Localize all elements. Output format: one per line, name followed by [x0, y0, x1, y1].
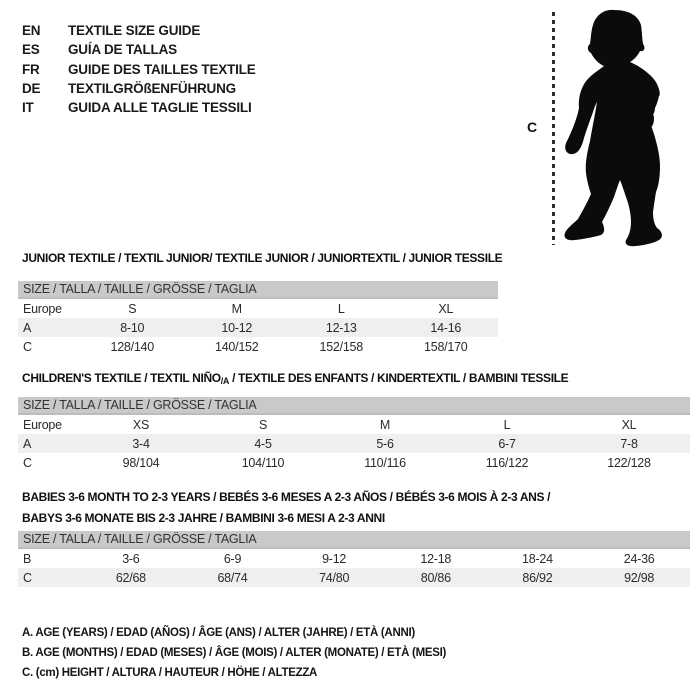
age-cell: 14-16	[394, 318, 499, 337]
language-row-it	[22, 98, 256, 117]
size-header-bar: SIZE / TALLA / TAILLE / GRÖSSE / TAGLIA	[18, 397, 690, 414]
title-subscript: /A	[220, 376, 230, 386]
height-cell: 152/158	[319, 339, 363, 354]
size-cell: XL	[438, 301, 454, 316]
height-measure-dashed-line	[552, 12, 555, 245]
table-header-row	[18, 531, 690, 548]
height-cell: 68/74	[182, 568, 284, 587]
height-cell: 86/92	[487, 568, 589, 587]
row-label: Europe	[23, 417, 62, 432]
age-cell: 18-24	[522, 551, 553, 566]
size-header-bar: SIZE / TALLA / TAILLE / GRÖSSE / TAGLIA	[18, 531, 690, 548]
table-row	[18, 337, 498, 356]
height-cell: 122/128	[607, 455, 651, 470]
language-row-en	[22, 21, 256, 40]
height-cell: 104/110	[241, 455, 285, 470]
language-row-fr	[22, 60, 256, 79]
language-title: GUÍA DE TALLAS	[68, 42, 177, 58]
language-title: GUIDE DES TAILLES TEXTILE	[68, 61, 256, 77]
age-cell: 24-36	[623, 551, 655, 566]
babies-section-title	[22, 487, 582, 528]
size-cell: M	[379, 417, 391, 432]
size-cell: L	[503, 417, 511, 432]
height-cell: 62/68	[80, 568, 182, 587]
age-cell: 5-6	[324, 434, 446, 453]
height-cell: 80/86	[385, 568, 487, 587]
row-label: Europe	[23, 301, 62, 316]
height-measure-label: C	[527, 119, 538, 135]
measurement-footnotes	[22, 623, 446, 683]
size-cell: L	[337, 301, 345, 316]
age-cell: 10-12	[185, 318, 290, 337]
language-code: EN	[22, 23, 41, 38]
height-cell: 74/80	[283, 568, 385, 587]
table-row	[18, 453, 690, 472]
age-cell: 8-10	[80, 318, 185, 337]
age-cell: 6-7	[446, 434, 568, 453]
height-cell: 158/170	[424, 339, 468, 354]
babies-size-table	[18, 531, 690, 587]
table-header-row	[18, 397, 690, 414]
size-header-bar: SIZE / TALLA / TAILLE / GRÖSSE / TAGLIA	[18, 281, 498, 298]
babies-title-line1: BABIES 3-6 MONTH TO 2-3 YEARS / BEBÉS 3-6 MESES A 2-3 AÑOS / BÉBÉS 3-6 MOIS À 2-3 ANS /	[22, 490, 551, 504]
row-label: C	[18, 568, 80, 587]
babies-title-line2: BABYS 3-6 MONATE BIS 2-3 JAHRE / BAMBINI 3-6 MESI A 2-3 ANNI	[22, 510, 385, 525]
height-cell: 140/152	[215, 339, 259, 354]
table-row	[18, 298, 498, 318]
language-title: TEXTILE SIZE GUIDE	[68, 23, 201, 38]
language-code: ES	[22, 42, 40, 58]
language-title: TEXTILGRÖßENFÜHRUNG	[68, 80, 236, 96]
junior-section-title: JUNIOR TEXTILE / TEXTIL JUNIOR/ TEXTILE JUNIOR / JUNIORTEXTIL / JUNIOR TESSILE	[22, 251, 503, 265]
age-cell: 7-8	[568, 434, 690, 453]
language-row-es	[22, 40, 256, 59]
language-row-de	[22, 79, 256, 98]
age-cell: 9-12	[322, 551, 347, 566]
row-label: C	[23, 455, 32, 470]
row-label: A	[18, 318, 80, 337]
title-text: / TEXTILE DES ENFANTS / KINDERTEXTIL / BAMBINI TESSILE	[229, 371, 569, 385]
footnote-height: C. (cm) HEIGHT / ALTURA / HAUTEUR / HÖHE / ALTEZZA	[22, 667, 318, 679]
footnote-age-months: B. AGE (MONTHS) / EDAD (MESES) / ÂGE (MOIS) / ALTER (MONATE) / ETÀ (MESI)	[22, 647, 447, 659]
toddler-silhouette-icon	[558, 7, 668, 247]
size-cell: XL	[621, 417, 637, 432]
height-cell: 92/98	[588, 568, 690, 587]
row-label: B	[23, 551, 32, 566]
height-cell: 110/116	[364, 455, 406, 470]
age-cell: 6-9	[223, 551, 242, 566]
table-header-row	[18, 281, 498, 298]
children-section-title	[22, 370, 568, 389]
age-cell: 4-5	[202, 434, 324, 453]
table-row	[18, 568, 690, 587]
age-cell: 12-18	[420, 551, 452, 566]
height-cell: 128/140	[110, 339, 154, 354]
row-label: C	[23, 339, 32, 354]
table-row	[18, 318, 498, 337]
height-cell: 98/104	[122, 455, 160, 470]
junior-size-table	[18, 281, 498, 356]
size-cell: S	[128, 301, 137, 316]
language-code: IT	[22, 100, 34, 116]
language-title-list	[22, 21, 256, 117]
age-cell: 3-6	[122, 551, 140, 566]
children-size-table	[18, 397, 690, 472]
size-cell: S	[258, 417, 268, 432]
table-row	[18, 414, 690, 434]
language-code: FR	[22, 61, 40, 77]
title-text: CHILDREN'S TEXTILE / TEXTIL NIÑO	[22, 371, 221, 385]
footnote-age-years: A. AGE (YEARS) / EDAD (AÑOS) / ÂGE (ANS) / ALTER (JAHRE) / ETÀ (ANNI)	[22, 627, 415, 639]
table-row	[18, 434, 690, 453]
age-cell: 3-4	[80, 434, 202, 453]
age-cell: 12-13	[289, 318, 394, 337]
size-cell: M	[231, 301, 242, 316]
table-row	[18, 548, 690, 568]
language-code: DE	[22, 80, 41, 96]
size-cell: XS	[132, 417, 150, 432]
language-title: GUIDA ALLE TAGLIE TESSILI	[68, 100, 252, 116]
height-cell: 116/122	[485, 455, 529, 470]
row-label: A	[18, 434, 80, 453]
